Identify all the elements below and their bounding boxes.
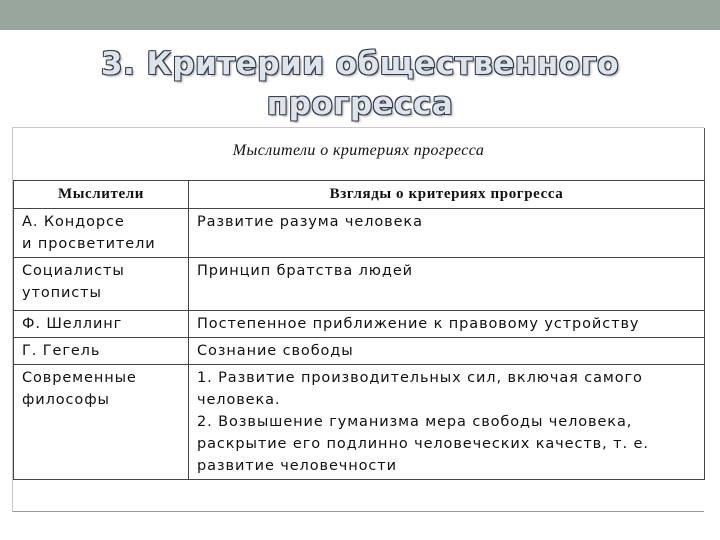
view-line: Принцип братства людей [197,263,413,279]
thinker-cell [14,209,189,258]
table-row [14,209,705,258]
view-line: Сознание свободы [197,343,354,359]
table-caption: Мыслители о критериях прогресса [13,128,705,180]
view-cell [189,258,705,311]
view-cell [189,209,705,258]
thinker-line: Г. Гегель [22,343,101,359]
view-line: развитие человечности [197,458,397,474]
view-cell [189,338,705,365]
thinker-line: Социалисты [22,263,125,279]
thinker-cell [14,365,189,480]
thinker-line: А. Кондорсе [22,214,125,230]
thinker-cell [14,338,189,365]
view-cell [189,311,705,338]
table-row [14,338,705,365]
table-row [14,365,705,480]
header-views: Взгляды о критериях прогресса [189,181,705,209]
thinker-line: философы [22,392,110,408]
view-line: 1. Развитие производительных сил, включая самого [197,370,643,386]
slide-title-line-1: 3. Критерии общественного [100,46,620,82]
view-line: раскрытие его подлинно человеческих качеств, т. е. [197,436,649,452]
slide-top-bar [0,0,720,30]
thinker-line: Ф. Шеллинг [22,316,123,332]
view-line: Развитие разума человека [197,214,423,230]
thinker-cell [14,311,189,338]
thinkers-views-table [13,180,705,480]
table-image [12,127,704,512]
thinker-line: Современные [22,370,137,386]
thinker-line: и просветители [22,236,156,252]
view-line: человека. [197,392,281,408]
view-line: Постепенное приближение к правовому устройству [197,316,640,332]
slide-title-line-2: прогресса [266,86,454,122]
table-row [14,258,705,311]
thinker-cell [14,258,189,311]
thinker-line: утописты [22,285,102,301]
view-cell [189,365,705,480]
table-row [14,311,705,338]
table-header-row [14,181,705,209]
view-line: 2. Возвышение гуманизма мера свободы человека, [197,414,633,430]
slide-title [0,44,720,124]
header-thinkers: Мыслители [14,181,189,209]
